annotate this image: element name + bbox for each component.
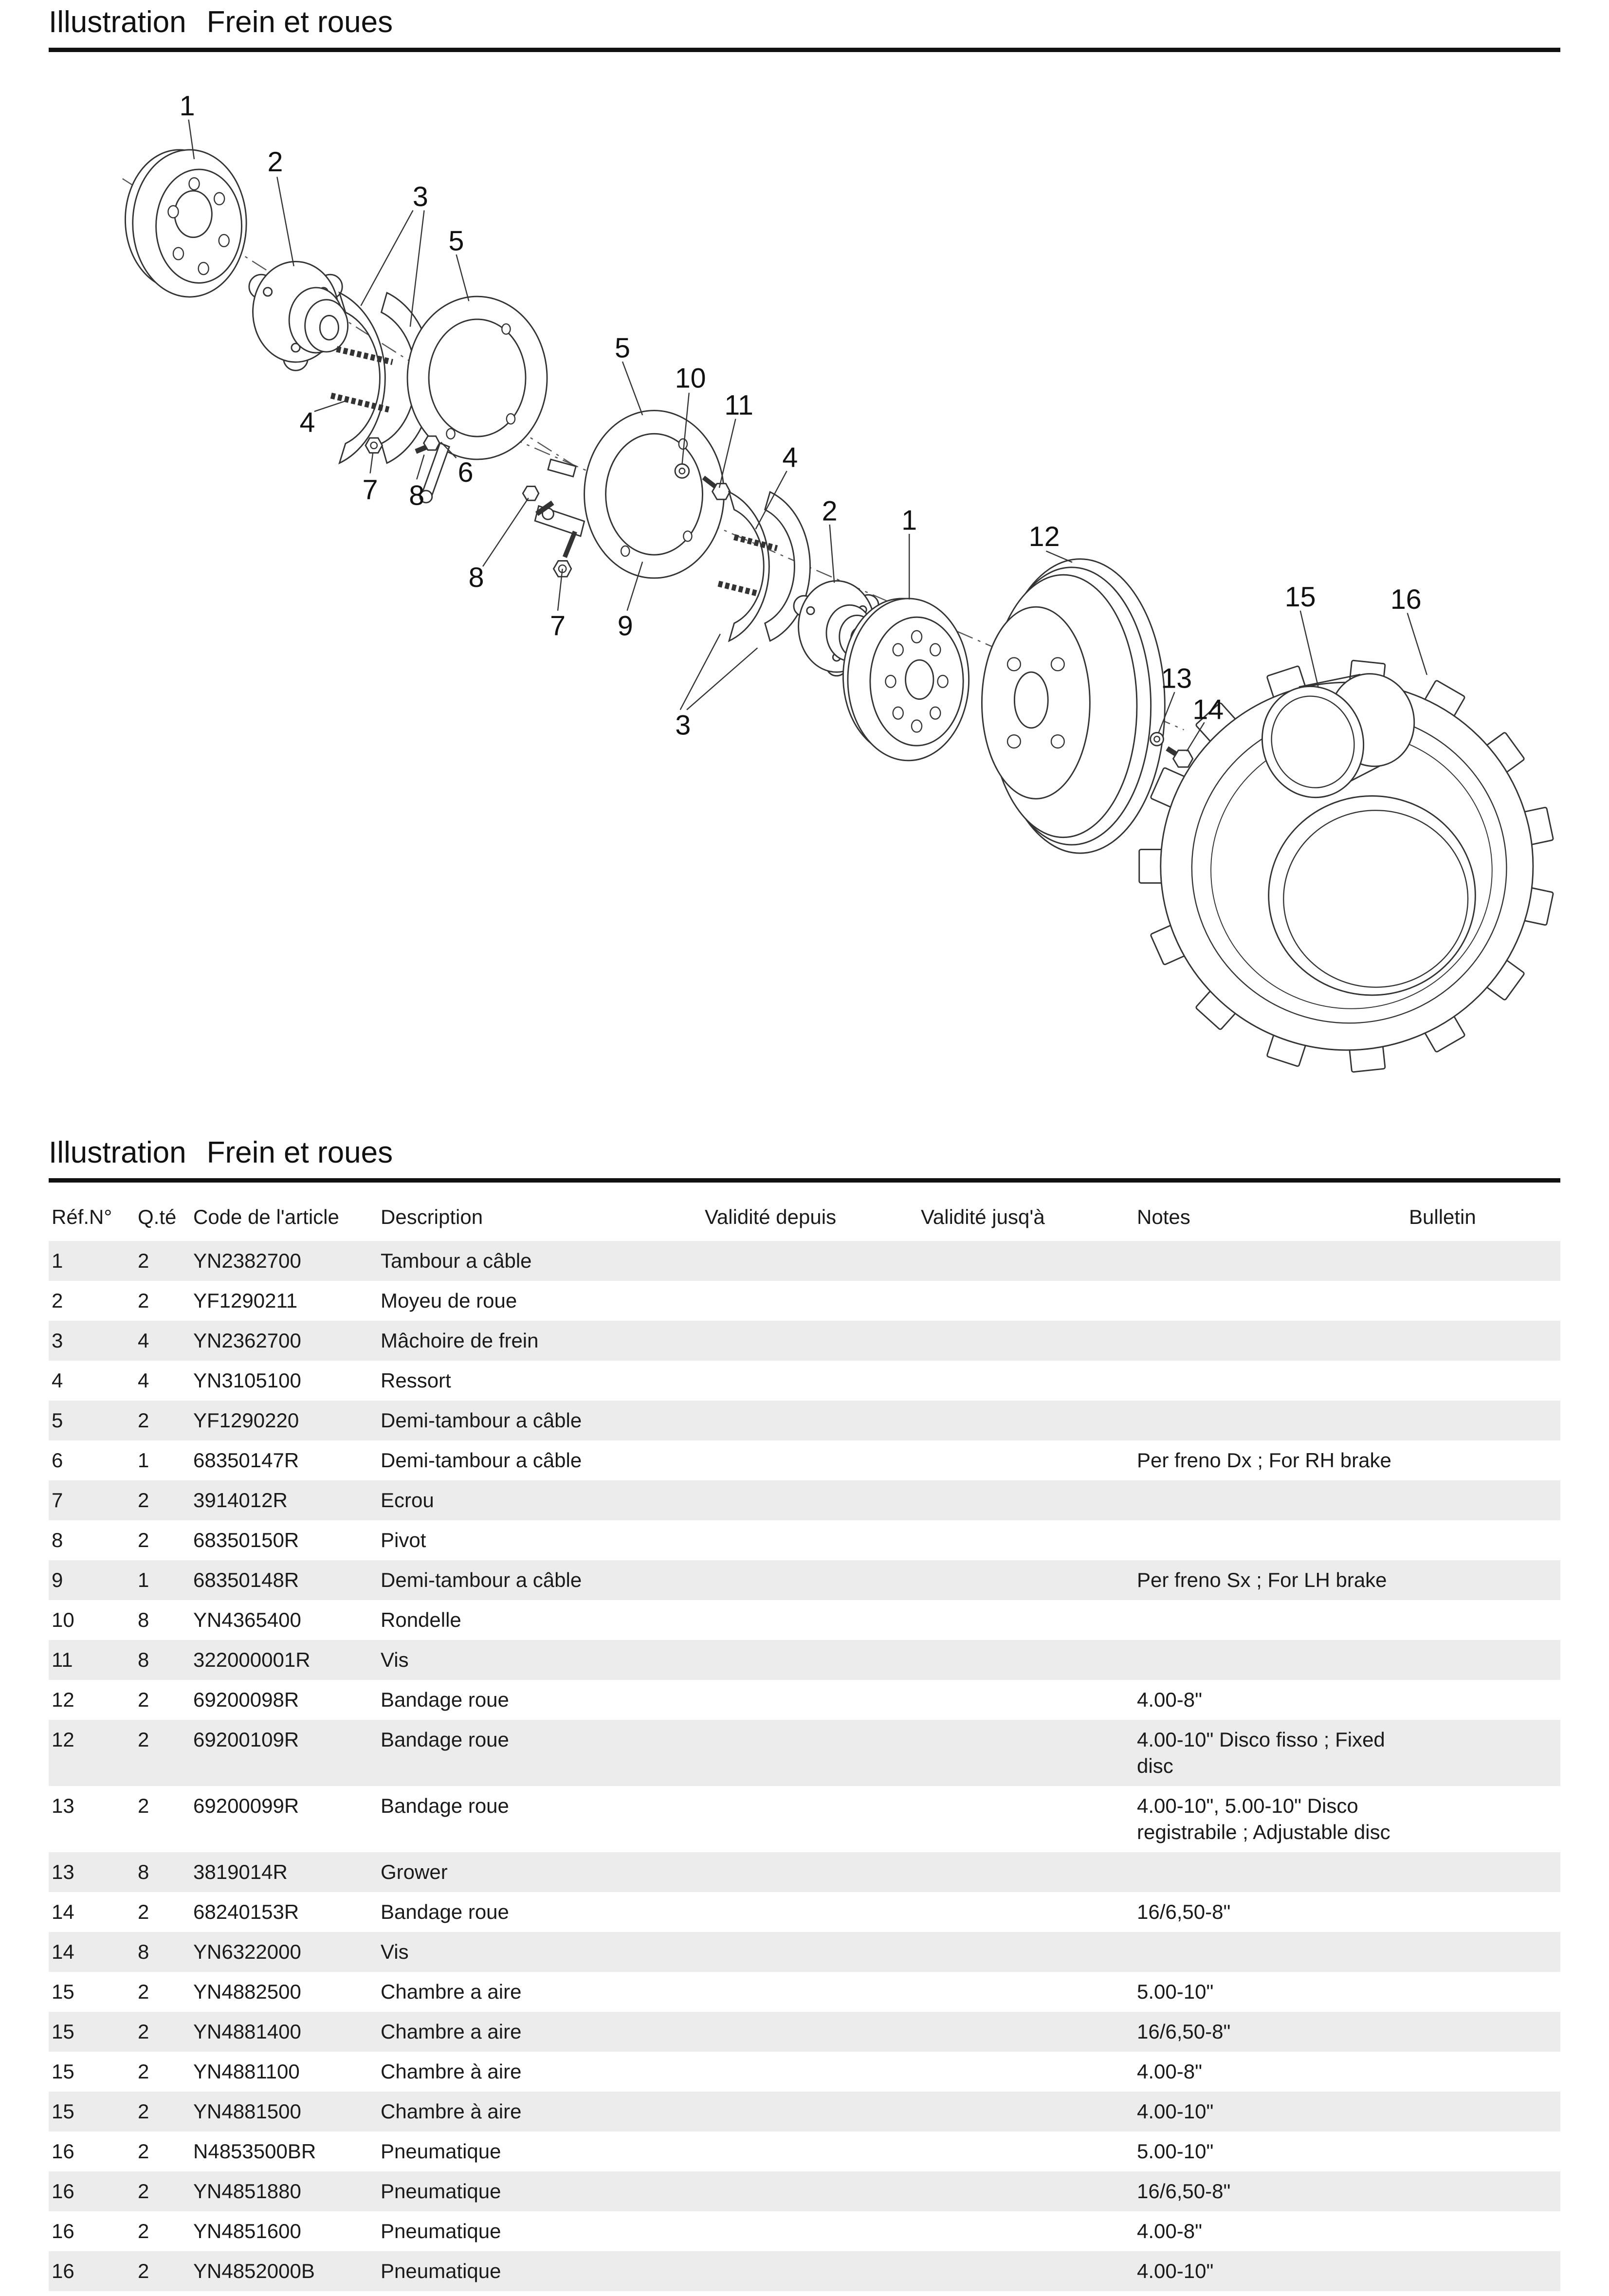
valid-to-cell xyxy=(918,1972,1134,2012)
ref-cell: 12 xyxy=(52,1688,74,1711)
valid-from-cell xyxy=(702,1680,918,1720)
valid-from-cell xyxy=(702,2052,918,2092)
column-header-7: Bulletin xyxy=(1409,1205,1476,1228)
table-row xyxy=(49,1892,1560,1932)
valid-to-cell xyxy=(918,2092,1134,2132)
valid-to-cell xyxy=(918,1852,1134,1892)
code-cell: YF1290211 xyxy=(193,1289,298,1312)
description-cell: Pneumatique xyxy=(381,2140,501,2163)
code-cell: YN4881100 xyxy=(193,2060,300,2083)
ref-cell: 15 xyxy=(52,2020,74,2043)
valid-from-cell xyxy=(702,2092,918,2132)
section-divider xyxy=(49,1178,1560,1183)
ref-cell: 6 xyxy=(52,1449,63,1472)
callout-4: 4 xyxy=(782,442,798,474)
notes-cell: 5.00-10" xyxy=(1137,1980,1214,2003)
notes-cell: 16/6,50-8" xyxy=(1137,2020,1231,2043)
ref-cell: 7 xyxy=(52,1489,63,1512)
drum-part xyxy=(125,150,246,297)
table-row xyxy=(49,1440,1560,1480)
bulletin-cell xyxy=(1406,1680,1560,1720)
notes-cell: 4.00-8" xyxy=(1137,1688,1202,1711)
drum-part-2 xyxy=(843,599,969,761)
ref-cell: 13 xyxy=(52,1794,74,1817)
valid-from-cell xyxy=(702,2132,918,2171)
table-row xyxy=(49,1241,1560,1281)
code-cell: 68350147R xyxy=(193,1449,299,1472)
code-cell: 69200109R xyxy=(193,1728,299,1751)
page-title xyxy=(49,5,1560,40)
qty-cell: 8 xyxy=(138,1860,149,1883)
valid-from-cell xyxy=(702,1852,918,1892)
ref-cell: 15 xyxy=(52,2060,74,2083)
callout-1: 1 xyxy=(179,91,195,122)
bulletin-cell xyxy=(1406,2052,1560,2092)
valid-from-cell xyxy=(702,1892,918,1932)
notes-cell: 4.00-8" xyxy=(1137,2060,1202,2083)
code-cell: YN4851600 xyxy=(193,2220,301,2242)
pivot-head xyxy=(424,436,440,450)
qty-cell: 8 xyxy=(138,1940,149,1963)
description-cell: Pivot xyxy=(381,1529,426,1551)
table-row xyxy=(49,1480,1560,1520)
qty-cell: 8 xyxy=(138,1648,149,1671)
wheel-screw-head xyxy=(1173,750,1193,767)
bulletin-cell xyxy=(1406,1321,1560,1361)
valid-to-cell xyxy=(918,1281,1134,1321)
valid-to-cell xyxy=(918,1321,1134,1361)
valid-to-cell xyxy=(918,1786,1134,1852)
callout-leader-3 xyxy=(361,210,413,306)
notes-cell: 4.00-8" xyxy=(1137,2220,1202,2242)
bulletin-cell xyxy=(1406,1241,1560,1281)
notes-cell: Per freno Sx ; For LH brake xyxy=(1137,1568,1387,1591)
section-title-name: Frein et roues xyxy=(206,1136,393,1169)
valid-to-cell xyxy=(918,1241,1134,1281)
callout-leader-15 xyxy=(1300,611,1318,688)
qty-cell: 2 xyxy=(138,2140,149,2163)
description-cell: Chambre a aire xyxy=(381,1980,522,2003)
section-header xyxy=(0,1123,1609,1183)
ref-cell: 15 xyxy=(52,1980,74,2003)
valid-to-cell xyxy=(918,1401,1134,1440)
qty-cell: 8 xyxy=(138,1608,149,1631)
half-drum-part-2 xyxy=(523,411,724,578)
notes-cell: 4.00-10" xyxy=(1137,2100,1214,2123)
bulletin-cell xyxy=(1406,1560,1560,1600)
qty-cell: 2 xyxy=(138,1900,149,1923)
column-header-3: Description xyxy=(381,1205,483,1228)
valid-from-cell xyxy=(702,1600,918,1640)
code-cell: 68350148R xyxy=(193,1568,299,1591)
code-cell: YN4881400 xyxy=(193,2020,301,2043)
description-cell: Bandage roue xyxy=(381,1688,509,1711)
exploded-diagram xyxy=(0,52,1609,1123)
callout-leader-14 xyxy=(1187,722,1204,751)
code-cell: YN4851880 xyxy=(193,2180,301,2203)
notes-cell xyxy=(1134,1241,1406,1281)
bulletin-cell xyxy=(1406,1480,1560,1520)
code-cell: YN6322000 xyxy=(193,1940,301,1963)
valid-to-cell xyxy=(918,1680,1134,1720)
valid-to-cell xyxy=(918,2251,1134,2291)
callout-9: 9 xyxy=(617,610,633,642)
valid-from-cell xyxy=(702,1281,918,1321)
valid-from-cell xyxy=(702,1440,918,1480)
callout-leader-12 xyxy=(1046,551,1072,562)
valid-from-cell xyxy=(702,2251,918,2291)
bulletin-cell xyxy=(1406,2132,1560,2171)
bulletin-cell xyxy=(1406,1786,1560,1852)
code-cell: YN4365400 xyxy=(193,1608,301,1631)
table-row xyxy=(49,1972,1560,2012)
callout-leader-16 xyxy=(1408,613,1427,675)
bulletin-cell xyxy=(1406,2092,1560,2132)
ref-cell: 1 xyxy=(52,1249,63,1272)
description-cell: Demi-tambour a câble xyxy=(381,1568,582,1591)
notes-cell xyxy=(1134,1401,1406,1440)
callout-16: 16 xyxy=(1390,584,1422,615)
callout-4: 4 xyxy=(299,407,315,438)
description-cell: Bandage roue xyxy=(381,1794,509,1817)
valid-to-cell xyxy=(918,2132,1134,2171)
ref-cell: 16 xyxy=(52,2140,74,2163)
description-cell: Grower xyxy=(381,1860,448,1883)
valid-from-cell xyxy=(702,1480,918,1520)
valid-to-cell xyxy=(918,1560,1134,1600)
table-row xyxy=(49,2251,1560,2291)
bulletin-cell xyxy=(1406,2211,1560,2251)
table-row xyxy=(49,2132,1560,2171)
description-cell: Tambour a câble xyxy=(381,1249,532,1272)
qty-cell: 2 xyxy=(138,1980,149,2003)
ref-cell: 11 xyxy=(52,1648,73,1671)
column-header-5: Validité jusq'à xyxy=(921,1205,1045,1228)
notes-cell xyxy=(1134,1520,1406,1560)
code-cell: YN2362700 xyxy=(193,1329,301,1352)
column-header-2: Code de l'article xyxy=(193,1205,339,1228)
description-cell: Demi-tambour a câble xyxy=(381,1449,582,1472)
section-title-label: Illustration xyxy=(49,1136,186,1169)
notes-cell xyxy=(1134,1640,1406,1680)
code-cell: 69200099R xyxy=(193,1794,299,1817)
callout-3: 3 xyxy=(412,181,428,213)
callout-8: 8 xyxy=(409,480,425,511)
notes-cell xyxy=(1134,1852,1406,1892)
bulletin-cell xyxy=(1406,1520,1560,1560)
qty-cell: 2 xyxy=(138,2220,149,2242)
callout-3: 3 xyxy=(675,710,691,741)
ref-cell: 12 xyxy=(52,1728,74,1751)
bulletin-cell xyxy=(1406,1932,1560,1972)
qty-cell: 2 xyxy=(138,1529,149,1551)
qty-cell: 2 xyxy=(138,2100,149,2123)
callout-2: 2 xyxy=(822,495,838,527)
ref-cell: 4 xyxy=(52,1369,63,1392)
bulletin-cell xyxy=(1406,2251,1560,2291)
page-header xyxy=(0,0,1609,52)
rim-part xyxy=(982,559,1165,854)
callout-5: 5 xyxy=(615,332,630,364)
callout-5: 5 xyxy=(448,225,464,257)
ref-cell: 16 xyxy=(52,2180,74,2203)
table-row xyxy=(49,1361,1560,1401)
valid-to-cell xyxy=(918,1892,1134,1932)
valid-to-cell xyxy=(918,1600,1134,1640)
bulletin-cell xyxy=(1406,1972,1560,2012)
bulletin-cell xyxy=(1406,1401,1560,1440)
notes-cell: Per freno Dx ; For RH brake xyxy=(1137,1449,1391,1472)
table-row xyxy=(49,2092,1560,2132)
callout-leader-3 xyxy=(410,210,424,327)
table-row xyxy=(49,2211,1560,2251)
qty-cell: 2 xyxy=(138,1249,149,1272)
table-row xyxy=(49,1720,1560,1786)
callout-leader-5 xyxy=(622,362,642,415)
valid-from-cell xyxy=(702,2211,918,2251)
callout-15: 15 xyxy=(1284,582,1316,613)
ref-cell: 14 xyxy=(52,1900,74,1923)
valid-to-cell xyxy=(918,1480,1134,1520)
notes-cell xyxy=(1134,1600,1406,1640)
description-cell: Pneumatique xyxy=(381,2220,501,2242)
code-cell: YN2382700 xyxy=(193,1249,301,1272)
valid-from-cell xyxy=(702,1401,918,1440)
ref-cell: 2 xyxy=(52,1289,63,1312)
description-cell: Chambre à aire xyxy=(381,2060,522,2083)
valid-to-cell xyxy=(918,2012,1134,2052)
code-cell: N4853500BR xyxy=(193,2140,316,2163)
page-title-label: Illustration xyxy=(49,5,186,39)
qty-cell: 2 xyxy=(138,2180,149,2203)
valid-from-cell xyxy=(702,1720,918,1786)
notes-cell: 5.00-10" xyxy=(1137,2140,1214,2163)
tread-lug xyxy=(1139,850,1164,883)
column-header-4: Validité depuis xyxy=(705,1205,837,1228)
valid-from-cell xyxy=(702,1972,918,2012)
ref-cell: 14 xyxy=(52,1940,74,1963)
table-row xyxy=(49,1786,1560,1852)
ref-cell: 16 xyxy=(52,2220,74,2242)
table-row xyxy=(49,1852,1560,1892)
valid-to-cell xyxy=(918,2211,1134,2251)
callout-leader-4 xyxy=(314,401,345,411)
code-cell: 68240153R xyxy=(193,1900,299,1923)
callout-layer xyxy=(180,91,1427,751)
code-cell: 3819014R xyxy=(193,1860,288,1883)
table-row xyxy=(49,1560,1560,1600)
table-row xyxy=(49,1401,1560,1440)
qty-cell: 2 xyxy=(138,1794,149,1817)
callout-leader-8 xyxy=(417,455,424,479)
qty-cell: 2 xyxy=(138,2020,149,2043)
column-header-1: Q.té xyxy=(138,1205,177,1228)
callout-leader-5 xyxy=(457,255,469,301)
notes-cell: 4.00-10", 5.00-10" Disco registrabile ; Adjustable disc xyxy=(1137,1794,1390,1843)
bulletin-cell xyxy=(1406,1892,1560,1932)
code-cell: YN4882500 xyxy=(193,1980,301,2003)
qty-cell: 2 xyxy=(138,1489,149,1512)
page-title-name: Frein et roues xyxy=(206,5,393,39)
table-row xyxy=(49,2052,1560,2092)
qty-cell: 2 xyxy=(138,2060,149,2083)
callout-7: 7 xyxy=(362,474,378,506)
valid-from-cell xyxy=(702,1786,918,1852)
ref-cell: 10 xyxy=(52,1608,74,1631)
ref-cell: 9 xyxy=(52,1568,63,1591)
qty-cell: 2 xyxy=(138,1688,149,1711)
code-cell: 3914012R xyxy=(193,1489,288,1512)
notes-cell: 4.00-10" Disco fisso ; Fixed disc xyxy=(1137,1728,1385,1777)
bulletin-cell xyxy=(1406,1640,1560,1680)
table-row xyxy=(49,2012,1560,2052)
notes-cell xyxy=(1134,1281,1406,1321)
ref-cell: 16 xyxy=(52,2260,74,2282)
valid-to-cell xyxy=(918,1640,1134,1680)
title-divider xyxy=(49,48,1560,52)
code-cell: YN4881500 xyxy=(193,2100,301,2123)
callout-leader-11 xyxy=(719,419,735,488)
callout-leader-8 xyxy=(483,498,529,566)
description-cell: Rondelle xyxy=(381,1608,461,1631)
ref-cell: 15 xyxy=(52,2100,74,2123)
valid-to-cell xyxy=(918,2052,1134,2092)
valid-to-cell xyxy=(918,1440,1134,1480)
valid-from-cell xyxy=(702,1241,918,1281)
description-cell: Moyeu de roue xyxy=(381,1289,517,1312)
notes-cell: 4.00-10" xyxy=(1137,2260,1214,2282)
code-cell: 322000001R xyxy=(193,1648,311,1671)
ref-cell: 13 xyxy=(52,1860,74,1883)
parts-table-header xyxy=(49,1197,1560,1241)
table-row xyxy=(49,1321,1560,1361)
bulletin-cell xyxy=(1406,1440,1560,1480)
ref-cell: 5 xyxy=(52,1409,63,1432)
valid-from-cell xyxy=(702,1520,918,1560)
valid-to-cell xyxy=(918,1361,1134,1401)
callout-1: 1 xyxy=(901,505,917,536)
table-row xyxy=(49,1932,1560,1972)
table-row xyxy=(49,1600,1560,1640)
callout-8: 8 xyxy=(468,562,484,594)
description-cell: Ecrou xyxy=(381,1489,434,1512)
description-cell: Vis xyxy=(381,1940,409,1963)
valid-from-cell xyxy=(702,2012,918,2052)
column-header-6: Notes xyxy=(1137,1205,1190,1228)
callout-13: 13 xyxy=(1161,663,1192,694)
section-title xyxy=(49,1135,1560,1170)
description-cell: Bandage roue xyxy=(381,1728,509,1751)
valid-from-cell xyxy=(702,1321,918,1361)
pivot-head-2 xyxy=(523,486,539,500)
description-cell: Vis xyxy=(381,1648,409,1671)
valid-to-cell xyxy=(918,2171,1134,2211)
description-cell: Chambre a aire xyxy=(381,2020,522,2043)
description-cell: Pneumatique xyxy=(381,2180,501,2203)
half-drum-part xyxy=(366,296,547,503)
parts-table xyxy=(49,1197,1560,2291)
qty-cell: 4 xyxy=(138,1329,149,1352)
valid-to-cell xyxy=(918,1932,1134,1972)
qty-cell: 1 xyxy=(138,1449,149,1472)
callout-leader-2 xyxy=(277,177,293,266)
callout-7: 7 xyxy=(550,610,566,642)
code-cell: 68350150R xyxy=(193,1529,299,1551)
table-row xyxy=(49,1680,1560,1720)
qty-cell: 2 xyxy=(138,1728,149,1751)
qty-cell: 2 xyxy=(138,2260,149,2282)
valid-from-cell xyxy=(702,1361,918,1401)
qty-cell: 2 xyxy=(138,1289,149,1312)
valid-from-cell xyxy=(702,1640,918,1680)
callout-leader-2 xyxy=(830,525,835,583)
bulletin-cell xyxy=(1406,1600,1560,1640)
table-row xyxy=(49,2171,1560,2211)
description-cell: Ressort xyxy=(381,1369,451,1392)
bulletin-cell xyxy=(1406,1361,1560,1401)
notes-cell xyxy=(1134,1361,1406,1401)
callout-12: 12 xyxy=(1028,521,1060,552)
callout-2: 2 xyxy=(267,146,283,178)
callout-10: 10 xyxy=(675,363,706,394)
bulletin-cell xyxy=(1406,1852,1560,1892)
valid-from-cell xyxy=(702,1932,918,1972)
bulletin-cell xyxy=(1406,1281,1560,1321)
bulletin-cell xyxy=(1406,1720,1560,1786)
qty-cell: 4 xyxy=(138,1369,149,1392)
description-cell: Chambre à aire xyxy=(381,2100,522,2123)
qty-cell: 1 xyxy=(138,1568,149,1591)
valid-to-cell xyxy=(918,1720,1134,1786)
callout-leader-7 xyxy=(370,453,373,474)
qty-cell: 2 xyxy=(138,1409,149,1432)
valid-from-cell xyxy=(702,2171,918,2211)
notes-cell xyxy=(1134,1932,1406,1972)
screw-head xyxy=(713,484,730,500)
bulletin-cell xyxy=(1406,2171,1560,2211)
description-cell: Bandage roue xyxy=(381,1900,509,1923)
code-cell: YN3105100 xyxy=(193,1369,301,1392)
callout-6: 6 xyxy=(457,456,474,488)
code-cell: YF1290220 xyxy=(193,1409,299,1432)
ref-cell: 8 xyxy=(52,1529,63,1551)
description-cell: Pneumatique xyxy=(381,2260,501,2282)
notes-cell: 16/6,50-8" xyxy=(1137,1900,1231,1923)
description-cell: Mâchoire de frein xyxy=(381,1329,539,1352)
table-row xyxy=(49,1640,1560,1680)
code-cell: YN4852000B xyxy=(193,2260,315,2282)
table-row xyxy=(49,1281,1560,1321)
valid-from-cell xyxy=(702,1560,918,1600)
notes-cell xyxy=(1134,1321,1406,1361)
valid-to-cell xyxy=(918,1520,1134,1560)
callout-14: 14 xyxy=(1192,694,1224,726)
bulletin-cell xyxy=(1406,2012,1560,2052)
description-cell: Demi-tambour a câble xyxy=(381,1409,582,1432)
column-header-0: Réf.N° xyxy=(52,1205,112,1228)
ref-cell: 3 xyxy=(52,1329,63,1352)
notes-cell: 16/6,50-8" xyxy=(1137,2180,1231,2203)
callout-11: 11 xyxy=(724,390,753,421)
notes-cell xyxy=(1134,1480,1406,1520)
table-row xyxy=(49,1520,1560,1560)
callout-leader-3 xyxy=(687,648,757,710)
hub-part xyxy=(249,261,348,370)
code-cell: 69200098R xyxy=(193,1688,299,1711)
